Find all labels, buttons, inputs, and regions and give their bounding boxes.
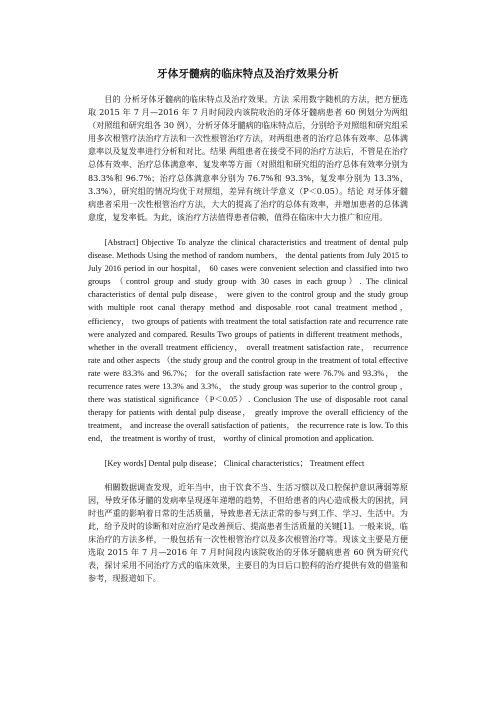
keywords-english: [Key words] Dental pulp disease； Clinical characteristics； Treatment effect <box>104 459 365 469</box>
paper-page <box>88 58 408 585</box>
paper-title: 牙体牙髓病的临床特点及治疗效果分析 <box>157 68 339 80</box>
abstract-english: [Abstract] Objective To analyze the clinical characteristics and treatment of dental pulp disease. Methods Using the method of random numbers， the dental patients from July 2015 to July 2016 period in our hospital， 60 cases were convenient selection and classified into two groups （control group and study group with 30 cases in each group）. The clinical characteristics of dental pulp disease， were given to the control group and the study group with multiple root canal therapy method and disposable root canal treatment method， efficiency， two groups of patients with treatment the total satisfaction rate and recurrence rate were analyzed and compared. Results Two groups of patients in different treatment methods， whether in the overall treatment efficiency， overall treatment satisfaction rate， recurrence rate and other aspects （the study group and the control group in the treatment of total effective rate were 83.3% and 96.7%； for the overall satisfaction rate were 76.7% and 93.3%， the recurrence rates were 13.3% and 3.3%， the study group was superior to the control group ， there was statistical significance（P＜0.05）. Conclusion The use of disposable root canal therapy for patients with dental pulp disease， greatly improve the overall efficiency of the treatment， and increase the overall satisfaction of patients， the recurrence rate is low. To this end， the treatment is worthy of trust， worthy of clinical promotion and application. <box>88 237 408 444</box>
abstract-chinese: 目的 分析牙体牙髓病的临床特点及治疗效果。方法 采用数字随机的方法，把方便选取 2015 年 7 月—2016 年 7 月时间段内该院收治的牙体牙髓病患者 60 例划分为两组（对照组和研究组各 30 例），分析牙体牙髓病的临床特点后，分别给予对照组和研究组采用多次根管疗法治疗方法和一次性根管治疗方法，对两组患者的治疗总体有效率、总体满意率以及复发率进行分析和对比。结果 两组患者在接受不同的治疗方法后，不管是在治疗总体有效率、治疗总体满意率、复发率等方面（对照组和研究组的治疗总体有效率分别为 83.3%和 96.7%；治疗总体满意率分别为 76.7%和 93.3%，复发率分别为 13.3%、3.3%），研究组的情况均优于对照组，差异有统计学意义（P＜0.05）。结论 对牙体牙髓病患者采用一次性根管治疗方法，大大的提高了治疗的总体有效率，并增加患者的总体满意度，复发率低。为此，该治疗方法值得患者信赖，值得在临床中大力推广和应用。 <box>88 94 408 222</box>
body-paragraph: 相關数据调查发现，近年当中，由于饮食不当、生活习惯以及口腔保护意识薄弱等原因，导致牙体牙髓的发病率呈现逐年递增的趋势，不但给患者的内心造成极大的困扰，同时也严重的影响着日常的生活质量，导致患者无法正常的参与到工作、学习、生活中。为此，给予及时的诊断和对应治疗是改善预后、提高患者生活质量的关键[1]。一般来说，临床治疗的方法多样，一般包括有一次性根管治疗以及多次根管治疗等。现该文主要是方便选取 2015 年 7 月—2016 年 7 月时间段内该院收治的牙体牙髓病患者 60 例为研究代表，探讨采用不同治疗方式的临床效果，主要目的为日后口腔科的治疗提供有效的借鉴和参考，现报道如下。 <box>88 481 408 584</box>
